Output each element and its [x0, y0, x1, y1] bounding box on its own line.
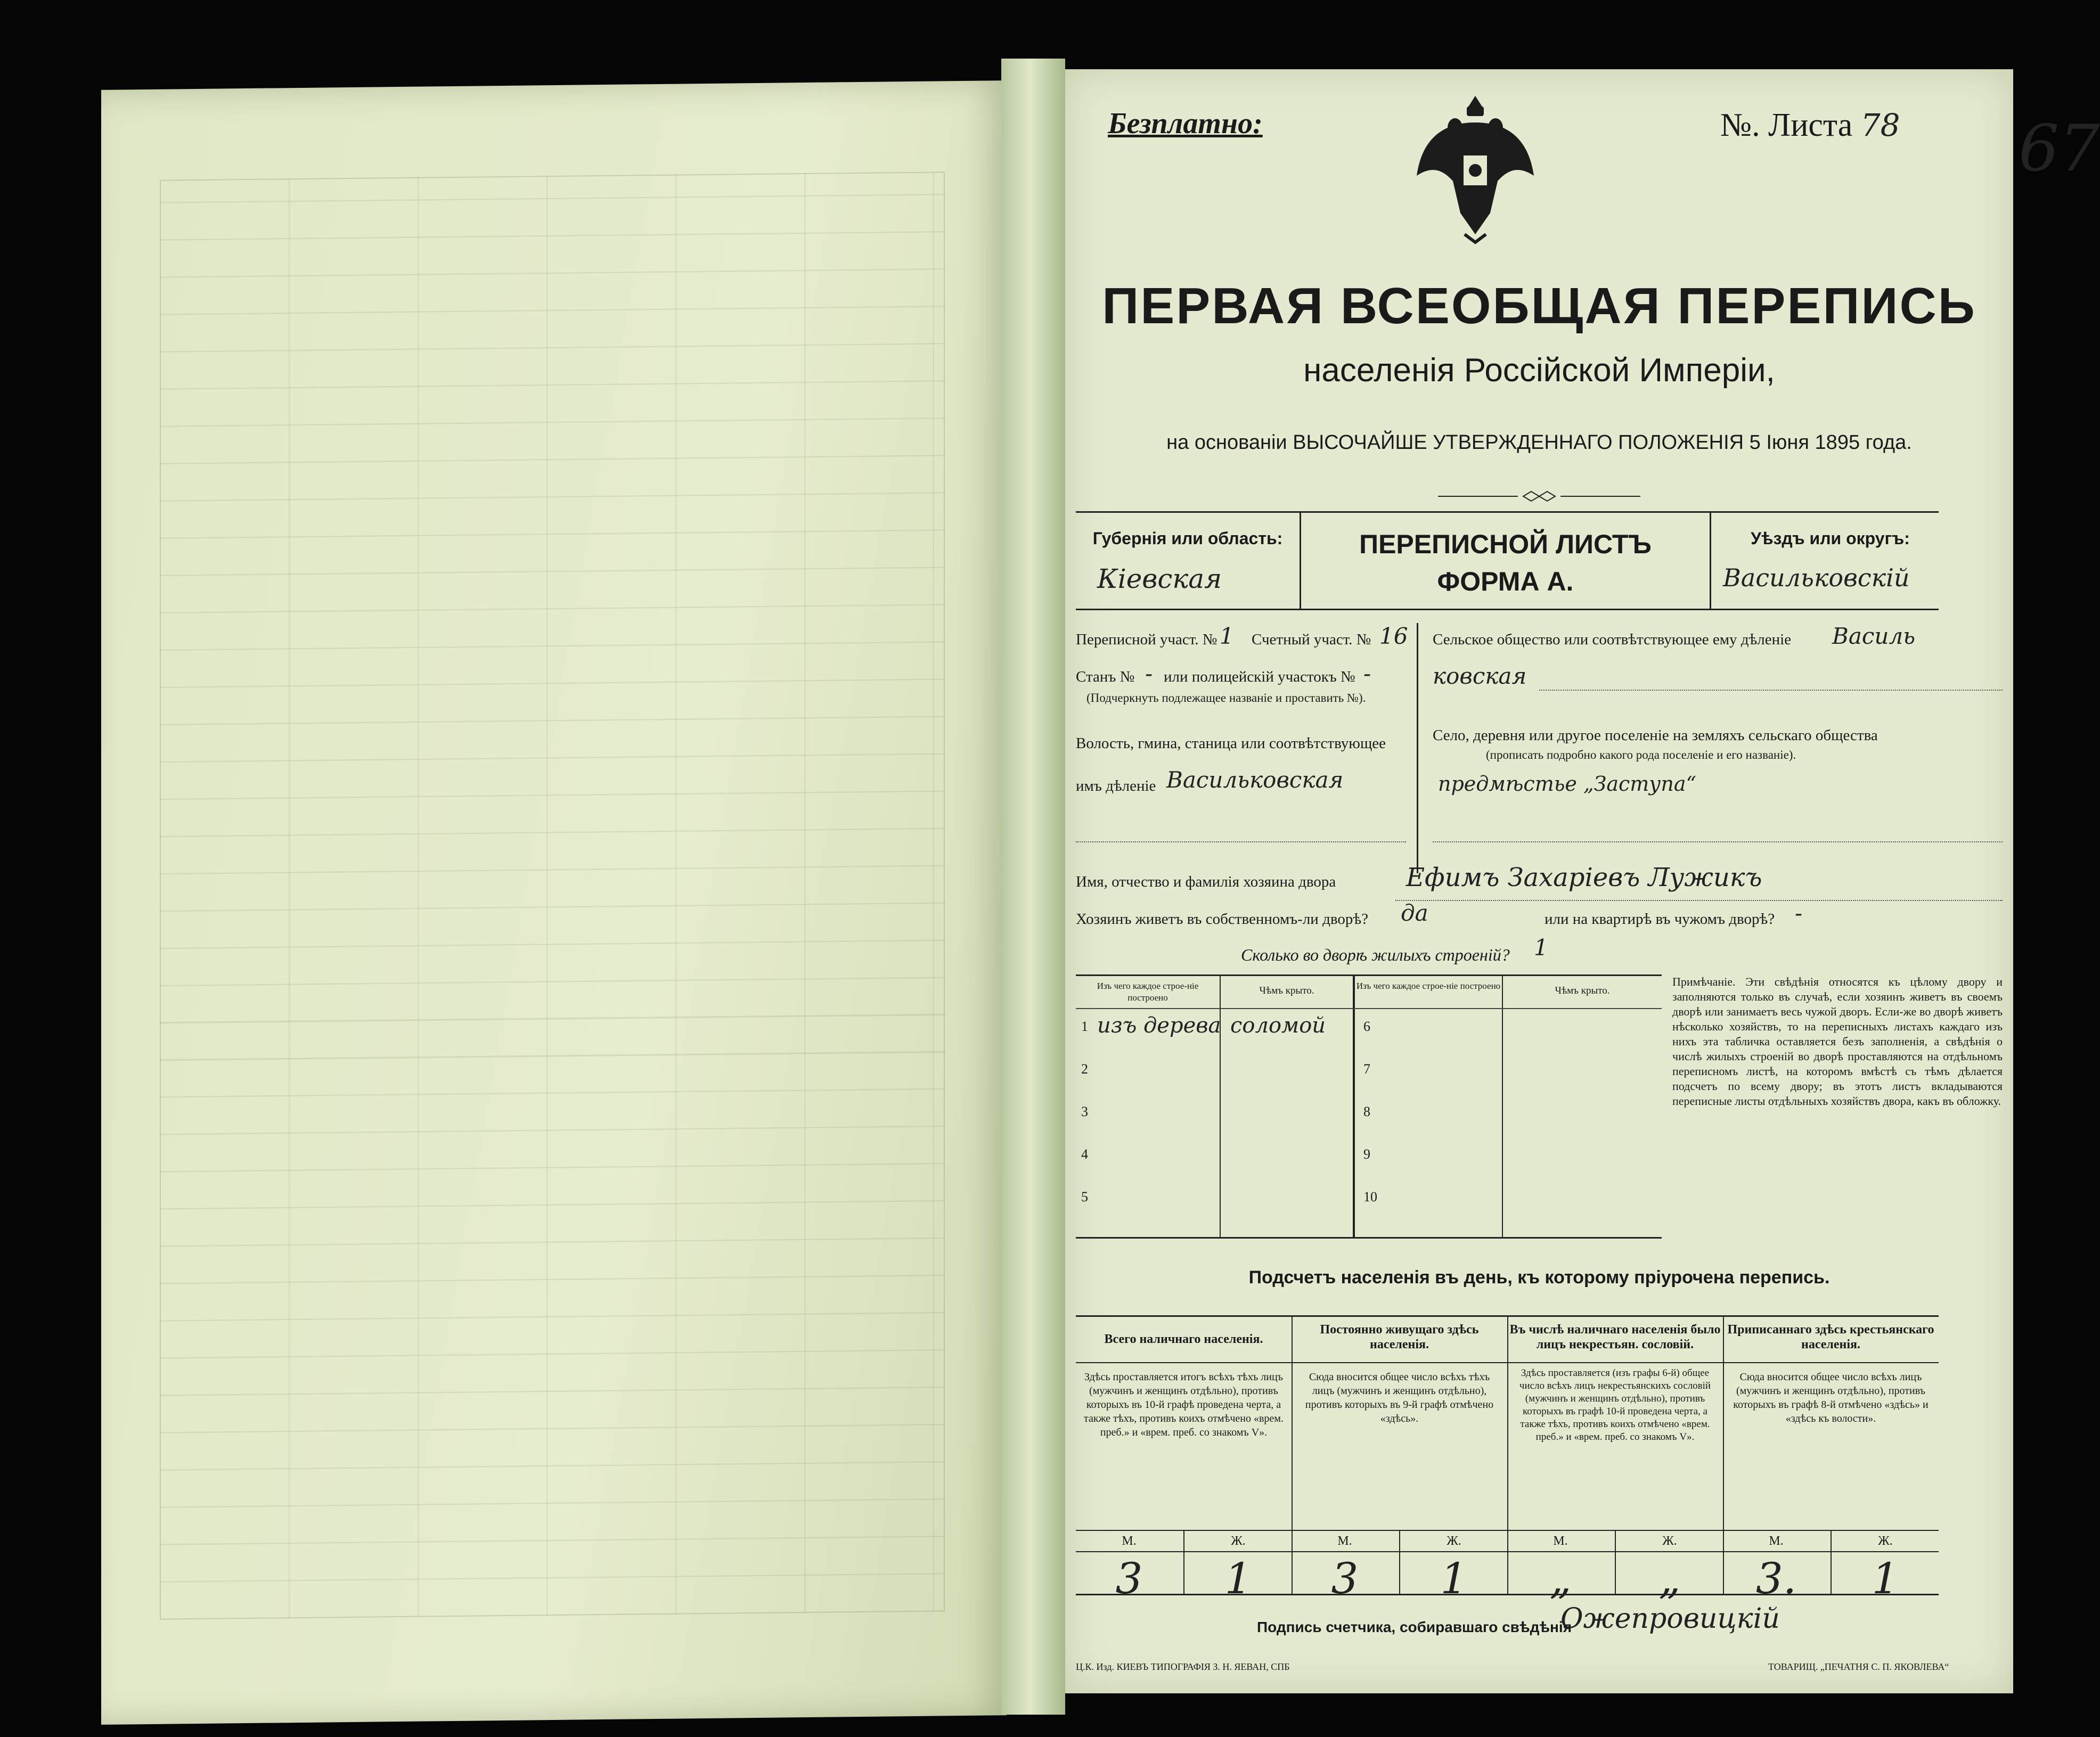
buildings-label: Сколько во дворѣ жилыхъ строеній? — [1241, 945, 1510, 964]
own-yard-label: Хозяинъ живетъ въ собственномъ-ли дворѣ? — [1076, 911, 1368, 928]
volost-label: Волость, гмина, станица или соотвѣтствующее — [1076, 735, 1386, 752]
uezd-label: Уѣздъ или округъ: — [1751, 529, 1910, 548]
col-nonpeasant-head: Въ числѣ наличнаго населенія было лицъ некрестьян. сословій. — [1509, 1323, 1721, 1351]
stan-label: Станъ № — [1076, 668, 1135, 685]
village-value: предмѣстье „Заступа“ — [1438, 772, 1696, 796]
header-box — [1076, 511, 1939, 610]
free-label: Безплатно: — [1108, 107, 1263, 140]
ornament-divider — [1438, 490, 1640, 503]
handwritten-page-number: 67 — [2019, 112, 2100, 186]
female-label: Ж. — [1447, 1534, 1461, 1548]
col-built-right: Изъ чего каждое строе-ніе построено — [1356, 981, 1501, 991]
buildings-value: 1 — [1534, 935, 1548, 961]
sub-title: населенія Россійской Имперіи, — [1303, 352, 1775, 389]
col-roof-right: Чѣмъ крыто. — [1555, 985, 1610, 996]
police-label: или полицейскій участокъ № — [1164, 668, 1355, 685]
police-value: - — [1363, 660, 1371, 686]
signature-label: Подпись счетчика, собиравшаго свѣдѣнія — [1257, 1619, 1572, 1635]
male-label: М. — [1337, 1534, 1352, 1548]
location-divider — [1417, 623, 1418, 873]
nonpeasant-female-count: „ — [1658, 1554, 1681, 1603]
uchastok-value: 1 — [1220, 623, 1234, 649]
society-continuation-line — [1539, 690, 2003, 691]
village-label: Село, деревня или другое поселеніе на земляхъ сельскаго общества — [1433, 727, 1878, 744]
volost-label-2: имъ дѣленіе — [1076, 777, 1156, 794]
row-num: 4 — [1081, 1146, 1088, 1162]
stan-value: - — [1145, 660, 1153, 686]
count-title: Подсчетъ населенія въ день, къ которому пріурочена перепись. — [1248, 1267, 1830, 1288]
buildings-table — [1076, 974, 1662, 1239]
sheet-number — [1720, 106, 1900, 144]
basis-line: на основаніи ВЫСОЧАЙШЕ УТВЕРЖДЕННАГО ПОЛОЖЕНІЯ 5 Іюня 1895 года. — [1166, 431, 1912, 454]
owner-name-value: Ефимъ Захаріевъ Лужикъ — [1406, 863, 1762, 892]
col-built-left: Изъ чего каждое строе-ніе построено — [1097, 981, 1199, 1003]
village-blank-line — [1433, 841, 2003, 842]
gubernia-label: Губернія или область: — [1092, 529, 1283, 548]
main-title: ПЕРВАЯ ВСЕОБЩАЯ ПЕРЕПИСЬ — [1102, 277, 1976, 334]
col-total-head: Всего наличнаго населенія. — [1104, 1332, 1263, 1346]
col-total-desc: Здѣсь проставляется итогъ всѣхъ тѣхъ лицъ (мужчинъ и женщинъ отдѣльно), противъ которыхъ въ 10-й графѣ проведена черта, а также тѣхъ, противъ коихъ отмѣчено «врем. преб.» и «врем. преб. со знакомъ V». — [1084, 1371, 1284, 1438]
census-form-page — [1065, 69, 2100, 1693]
permanent-male-count: 3 — [1331, 1554, 1359, 1603]
double-headed-eagle-emblem — [1411, 91, 1539, 245]
uezd-value: Васильковскій — [1723, 563, 1910, 592]
col-peasant-head: Приписаннаго здѣсь крестьянскаго населенія. — [1727, 1323, 1934, 1351]
gubernia-value: Кіевская — [1097, 563, 1222, 594]
sheet-title: ПЕРЕПИСНОЙ ЛИСТЪ — [1359, 529, 1652, 559]
schetny-label: Счетный участ. № — [1252, 631, 1371, 648]
sheet-number-label: №. Листа — [1720, 107, 1853, 143]
sheet-number-value: 78 — [1860, 107, 1900, 143]
female-label: Ж. — [1231, 1534, 1246, 1548]
population-count-table — [1076, 1315, 1939, 1603]
own-yard-value: да — [1401, 900, 1428, 926]
col-peasant-desc: Сюда вносится общее число всѣхъ лицъ (мужчинъ и женщинъ отдѣльно), противъ которыхъ въ графѣ 8-й отмѣчено «здѣсь» и «здѣсь къ волости». — [1733, 1371, 1929, 1424]
peasant-male-count: 3. — [1755, 1554, 1797, 1603]
total-male-count: 3 — [1115, 1554, 1143, 1603]
faint-ruled-grid — [160, 171, 945, 1619]
uchastok-label: Переписной участ. № — [1076, 631, 1217, 648]
society-label: Сельское общество или соотвѣтствующее ему дѣленіе — [1433, 631, 1792, 648]
society-value-2: ковская — [1433, 663, 1527, 689]
volost-value: Васильковская — [1166, 767, 1344, 793]
row-num: 8 — [1363, 1104, 1370, 1119]
form-title: ФОРМА А. — [1437, 567, 1574, 596]
male-label: М. — [1553, 1534, 1568, 1548]
row-num: 9 — [1363, 1146, 1370, 1162]
printer-imprint-right: ТОВАРИЩ. „ПЕЧАТНЯ С. П. ЯКОВЛЕВА“ — [1768, 1661, 1949, 1672]
col-roof-left: Чѣмъ крыто. — [1259, 985, 1314, 996]
nonpeasant-male-count: „ — [1549, 1554, 1572, 1603]
row-num: 7 — [1363, 1061, 1370, 1077]
rent-label: или на квартирѣ въ чужомъ дворѣ? — [1545, 911, 1775, 928]
header-divider-right — [1710, 513, 1711, 609]
rent-value: - — [1795, 900, 1803, 926]
row-num: 3 — [1081, 1104, 1088, 1119]
row-num: 1 — [1081, 1019, 1088, 1034]
owner-name-line — [1395, 900, 2003, 901]
male-label: М. — [1769, 1534, 1784, 1548]
row-num: 2 — [1081, 1061, 1088, 1077]
printer-imprint-left: Ц.К. Изд. КИЕВЪ ТИПОГРАФІЯ З. Н. ЯЕВАН, СПБ — [1076, 1661, 1290, 1672]
female-label: Ж. — [1878, 1534, 1893, 1548]
total-female-count: 1 — [1224, 1554, 1252, 1603]
village-hint: (прописать подробно какого рода поселеніе и его названіе). — [1486, 748, 1796, 761]
row-num: 6 — [1363, 1019, 1370, 1034]
enumerator-signature: Ожепровицкій — [1560, 1603, 1780, 1635]
society-value-1: Василь — [1832, 623, 1916, 649]
male-label: М. — [1122, 1534, 1137, 1548]
owner-name-label: Имя, отчество и фамилія хозяина двора — [1076, 873, 1336, 890]
volost-blank-line — [1076, 841, 1406, 842]
peasant-female-count: 1 — [1872, 1554, 1899, 1603]
row1-roof-value: соломой — [1230, 1013, 1326, 1038]
schetny-value: 16 — [1379, 623, 1408, 649]
row-num: 10 — [1363, 1189, 1377, 1205]
col-nonpeasant-desc: Здѣсь проставляется (изъ графы 6-й) общее число всѣхъ лицъ некрестьянскихъ сословій (мужчинъ и женщинъ отдѣльно), противъ которыхъ въ графѣ 10-й проведена черта, а также тѣхъ, противъ коихъ отмѣчено «врем. преб.» и «врем. преб. со знакомъ V». — [1519, 1367, 1711, 1443]
left-facing-page — [101, 80, 1007, 1725]
stan-hint: (Подчеркнуть подлежащее названіе и проставить №). — [1086, 691, 1366, 704]
col-permanent-head: Постоянно живущаго здѣсь населенія. — [1320, 1323, 1479, 1351]
row-num: 5 — [1081, 1189, 1088, 1205]
col-permanent-desc: Сюда вносится общее число всѣхъ тѣхъ лицъ (мужчинъ и женщинъ отдѣльно), противъ которыхъ въ 9-й графѣ отмѣчено «здѣсь». — [1305, 1371, 1494, 1424]
female-label: Ж. — [1662, 1534, 1677, 1548]
permanent-female-count: 1 — [1440, 1554, 1468, 1603]
row1-built-value: изъ дерева — [1097, 1013, 1221, 1038]
book-gutter — [1001, 59, 1065, 1715]
note-text: Примѣчаніе. Эти свѣдѣнія относятся къ цѣлому двору и заполняются только въ случаѣ, если хозяинъ живетъ въ своемъ дворѣ или занимаетъ весь чужой дворъ. Если-же во дворѣ живетъ нѣсколько хозяйствъ, то на переписныхъ листахъ каждаго изъ нихъ эта табличка оставляется безъ заполненія, а свѣдѣнія о числѣ жилыхъ строеній во дворѣ проставляются на отдѣльномъ переписномъ листѣ, на которомъ вмѣстѣ съ тѣмъ дѣлается подсчетъ по всему двору; въ этотъ листъ вкладываются переписные листы отдѣльныхъ хозяйствъ двора, какъ въ обложку. — [1672, 975, 2003, 1108]
